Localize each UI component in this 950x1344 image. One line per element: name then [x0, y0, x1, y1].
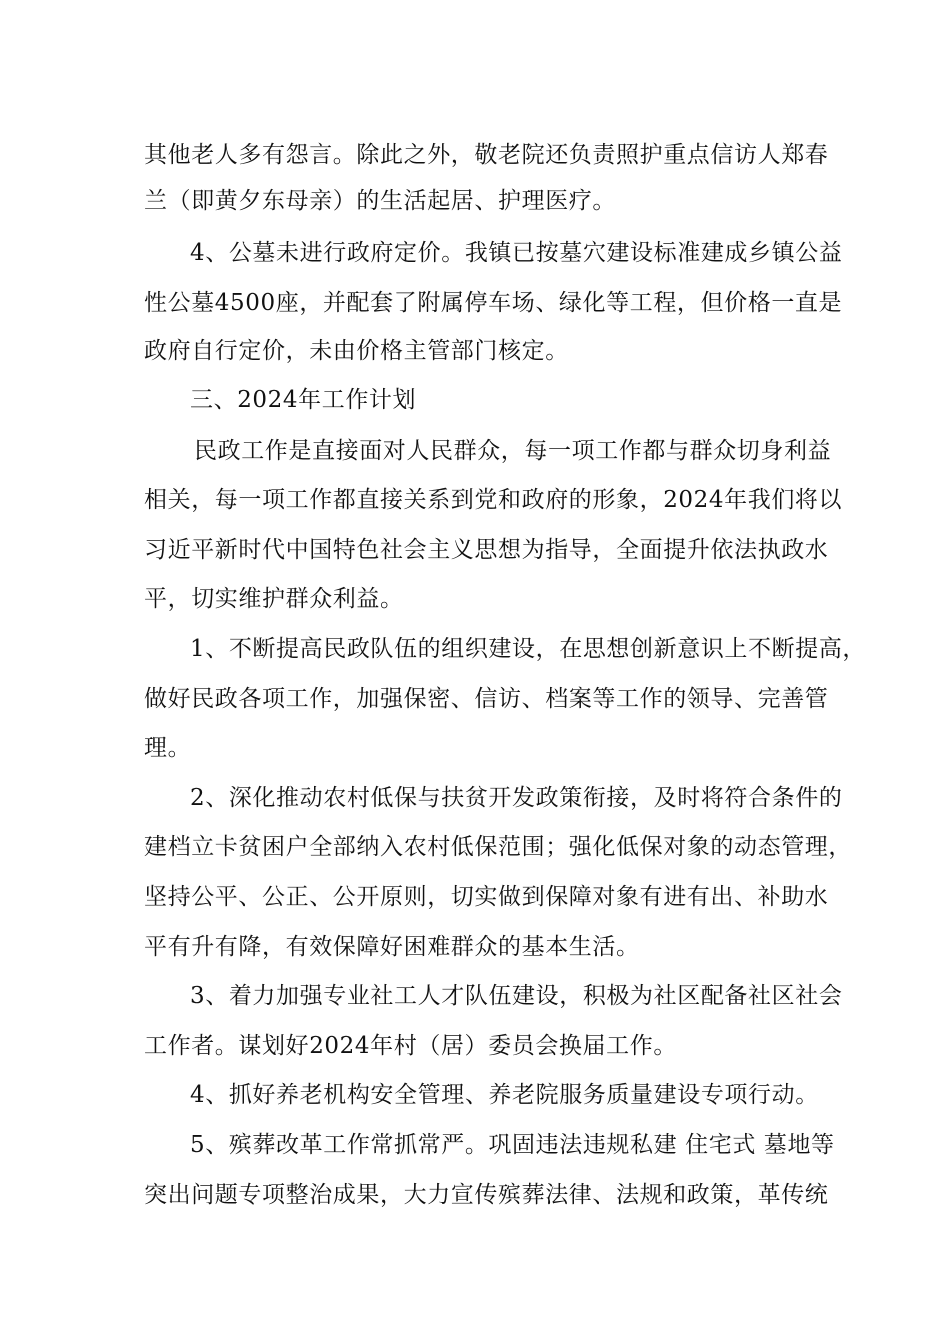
text-line: 相关，每一项工作都直接关系到党和政府的形象，2024年我们将以 — [144, 487, 843, 513]
paragraph-line: 4、公墓未进行政府定价。我镇已按墓穴建设标准建成乡镇公益 — [190, 240, 843, 266]
paragraph-line: 5、殡葬改革工作常抓常严。巩固违法违规私建 住宅式 墓地等 — [190, 1132, 835, 1158]
text-line: 政府自行定价，未由价格主管部门核定。 — [144, 338, 569, 364]
section-heading: 三、2024年工作计划 — [190, 387, 417, 413]
text-line: 建档立卡贫困户全部纳入农村低保范围；强化低保对象的动态管理， — [144, 834, 852, 860]
text-line: 性公墓4500座，并配套了附属停车场、绿化等工程，但价格一直是 — [144, 290, 843, 316]
paragraph-line: 民政工作是直接面对人民群众，每一项工作都与群众切身利益 — [194, 438, 832, 464]
paragraph-line: 3、着力加强专业社工人才队伍建设，积极为社区配备社区社会 — [190, 983, 843, 1009]
text-line: 习近平新时代中国特色社会主义思想为指导，全面提升依法执政水 — [144, 537, 829, 563]
text-line: 做好民政各项工作，加强保密、信访、档案等工作的领导、完善管 — [144, 686, 829, 712]
text-line: 兰（即黄夕东母亲）的生活起居、护理医疗。 — [144, 188, 616, 214]
text-line: 其他老人多有怨言。除此之外，敬老院还负责照护重点信访人郑春 — [144, 142, 829, 168]
text-line: 理。 — [144, 735, 192, 761]
text-line: 平，切实维护群众利益。 — [144, 586, 404, 612]
paragraph-line: 1、不断提高民政队伍的组织建设，在思想创新意识上不断提高， — [190, 636, 867, 662]
paragraph-line: 2、深化推动农村低保与扶贫开发政策衔接，及时将符合条件的 — [190, 785, 843, 811]
text-line: 平有升有降，有效保障好困难群众的基本生活。 — [144, 934, 640, 960]
text-line: 工作者。谋划好2024年村（居）委员会换届工作。 — [144, 1033, 677, 1059]
text-line: 突出问题专项整治成果，大力宣传殡葬法律、法规和政策，革传统 — [144, 1182, 829, 1208]
text-line: 坚持公平、公正、公开原则，切实做到保障对象有进有出、补助水 — [144, 884, 829, 910]
paragraph-line: 4、抓好养老机构安全管理、养老院服务质量建设专项行动。 — [190, 1082, 819, 1108]
